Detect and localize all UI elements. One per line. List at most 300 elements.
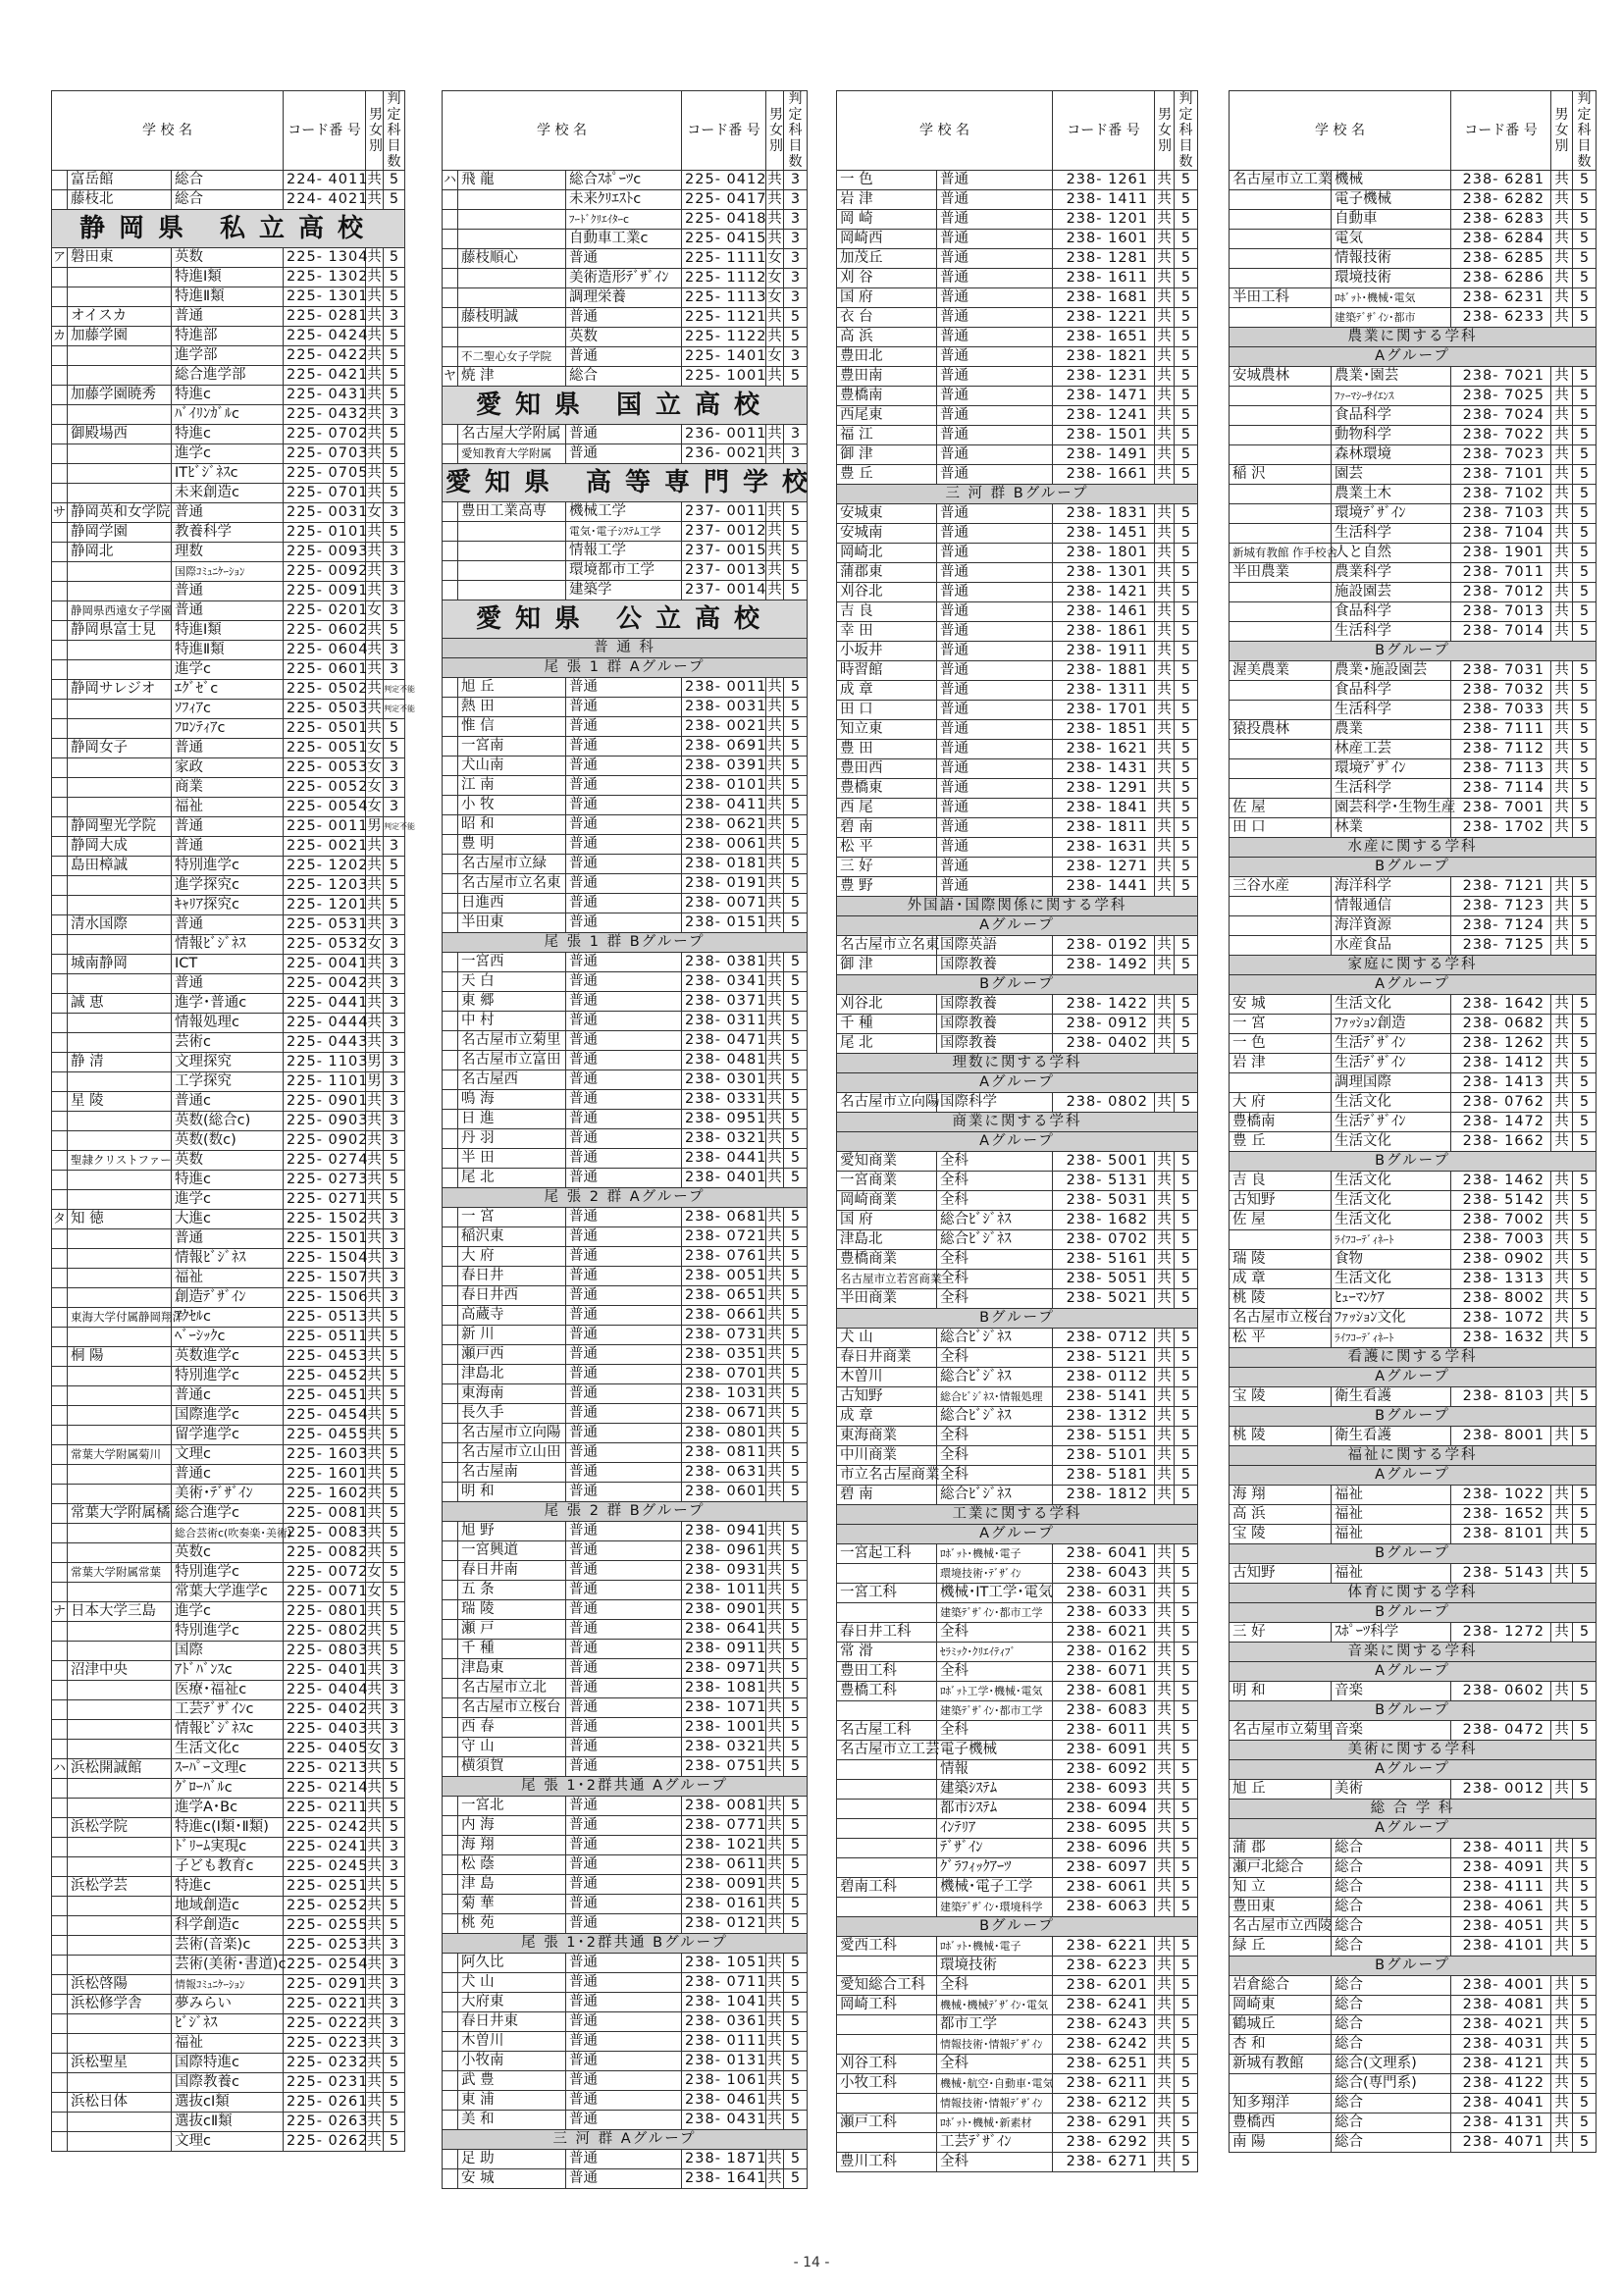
sex-type: 共: [766, 992, 784, 1012]
kana-index: [443, 210, 458, 230]
course-name: 英数: [172, 1151, 284, 1171]
sex-type: 共: [1551, 1113, 1573, 1132]
subject-count: 5: [784, 1973, 808, 1993]
group-heading-text: 尾 張 1･2群共通 Bグループ: [443, 1934, 808, 1954]
kana-index: [52, 1877, 68, 1897]
kana-index: [52, 268, 68, 287]
school-name: [1230, 1230, 1332, 1250]
kana-index: [52, 1995, 68, 2014]
school-name: [68, 1583, 172, 1602]
subject-count: 5: [784, 815, 808, 835]
course-name: ﾋﾞｼﾞﾈｽ: [172, 2014, 284, 2034]
school-name: [1230, 269, 1332, 288]
subject-count: 5: [1573, 701, 1597, 720]
school-name: 愛知商業: [837, 1152, 937, 1172]
table-row: [837, 779, 1198, 799]
kana-index: [52, 386, 68, 405]
table-row: [443, 776, 808, 796]
subject-count: 5: [1573, 367, 1597, 387]
school-code: 238- 0731: [682, 1326, 766, 1345]
sex-type: 共: [366, 523, 384, 543]
course-name: 園芸: [1332, 465, 1451, 485]
school-name: 高蔵寺: [458, 1306, 566, 1326]
sex-type: 共: [1551, 1427, 1573, 1446]
course-name: 普通: [937, 818, 1053, 838]
table-row: [443, 796, 808, 815]
table-row: [837, 445, 1198, 465]
subject-count: 5: [784, 1659, 808, 1679]
group-heading-text: Bグループ: [1230, 1544, 1597, 1564]
course-name: 調理栄養: [566, 288, 682, 308]
school-code: 238- 7104: [1451, 524, 1551, 544]
school-code: 225- 0021: [284, 837, 366, 857]
course-name: ｾﾗﾐｯｸ･ｸﾘｴｲﾃｨﾌﾞ: [937, 1643, 1053, 1662]
school-code: 238- 1441: [1053, 877, 1155, 897]
course-name: 選抜cⅠ類: [172, 2093, 284, 2113]
table-row: [837, 1250, 1198, 1270]
sex-type: 共: [1551, 799, 1573, 818]
school-code: 238- 5001: [1053, 1152, 1155, 1172]
course-name: 普通: [566, 1895, 682, 1914]
subject-count: 5: [1175, 347, 1198, 367]
school-name: 名古屋市立名東: [458, 874, 566, 894]
school-code: 238- 0681: [682, 1208, 766, 1227]
sex-type: 女: [766, 288, 784, 308]
school-name: 明 和: [1230, 1682, 1332, 1701]
subject-count: 5: [1573, 1564, 1597, 1584]
sex-type: 共: [766, 561, 784, 581]
course-name: 建築ﾃﾞｻﾞｲﾝ･環境科学: [937, 1898, 1053, 1917]
table-row: [1230, 622, 1597, 642]
course-name: 福祉: [1332, 1564, 1451, 1584]
school-code: 238- 0431: [682, 2111, 766, 2130]
school-code: 225- 1301: [284, 287, 366, 307]
school-name: [1230, 583, 1332, 602]
kana-index: [52, 700, 68, 719]
subject-count: 5: [1573, 2094, 1597, 2113]
course-name: ﾃﾞｻﾞｲﾝ: [937, 1839, 1053, 1858]
school-name: [68, 562, 172, 582]
course-name: 普通: [566, 2071, 682, 2091]
sex-type: 共: [366, 287, 384, 307]
course-name: 普通: [566, 1483, 682, 1502]
table-row: [52, 1288, 405, 1308]
kana-index: [52, 778, 68, 798]
sex-type: 共: [766, 874, 784, 894]
school-code: 225- 0501: [284, 719, 366, 739]
school-name: 武 豊: [458, 2071, 566, 2091]
subject-count: 5: [384, 1759, 405, 1779]
sex-type: 共: [766, 1659, 784, 1679]
kana-index: [52, 444, 68, 464]
subject-count: 5: [1573, 230, 1597, 249]
school-code: 238- 1311: [1053, 681, 1155, 701]
subject-count: 5: [784, 561, 808, 581]
subject-count: 5: [1573, 720, 1597, 740]
course-name: 環境技術: [1332, 269, 1451, 288]
group-heading-text: 商業に関する学科: [837, 1113, 1198, 1132]
school-code: 238- 0131: [682, 2052, 766, 2071]
subject-count: 5: [1175, 1348, 1198, 1368]
course-name: 総合: [1332, 1898, 1451, 1917]
school-name: 吉 良: [1230, 1172, 1332, 1191]
sex-type: 共: [766, 2012, 784, 2032]
table-row: [52, 327, 405, 346]
sex-type: 共: [766, 855, 784, 874]
school-name: [68, 1524, 172, 1543]
school-code: 238- 6063: [1053, 1898, 1155, 1917]
subject-count: 5: [1573, 171, 1597, 190]
school-code: 238- 0702: [1053, 1230, 1155, 1250]
school-name: 惟 信: [458, 717, 566, 737]
subject-count: 3: [784, 269, 808, 288]
school-name: 星 陵: [68, 1092, 172, 1112]
kana-index: [52, 405, 68, 425]
sex-type: 共: [1551, 1878, 1573, 1898]
course-name: 全科: [937, 1191, 1053, 1211]
school-code: 238- 5121: [1053, 1348, 1155, 1368]
course-name: 英数: [566, 328, 682, 347]
school-name: 半 田: [458, 1149, 566, 1169]
school-name: [1230, 524, 1332, 544]
school-code: 225- 0262: [284, 2132, 366, 2152]
school-name: 一 色: [837, 171, 937, 190]
table-row: [443, 1620, 808, 1640]
school-code: 225- 0221: [284, 1995, 366, 2014]
sex-type: 共: [1155, 1152, 1175, 1172]
table-row: [52, 1916, 405, 1936]
table-row: [443, 328, 808, 347]
subject-count: 5: [784, 1404, 808, 1424]
kana-index: [52, 955, 68, 974]
subject-count: 5: [1175, 1584, 1198, 1603]
subject-count: 5: [784, 1345, 808, 1365]
table-row: [837, 367, 1198, 387]
table-row: [52, 1053, 405, 1072]
subject-count: 5: [784, 1816, 808, 1836]
school-name: 蒲 郡: [1230, 1839, 1332, 1858]
course-name: 普通: [937, 602, 1053, 622]
school-name: 静岡県富士見: [68, 621, 172, 641]
header-sex: 男女別: [766, 91, 784, 171]
subject-count: 5: [784, 2091, 808, 2111]
subject-count: 5: [784, 1306, 808, 1326]
table-row: [443, 1463, 808, 1483]
subject-count: 5: [1175, 2153, 1198, 2172]
course-name: 電子機械: [1332, 190, 1451, 210]
table-row: [443, 1012, 808, 1031]
course-name: 自動車工業c: [566, 230, 682, 249]
kana-index: [443, 1855, 458, 1875]
course-name: 文理c: [172, 1445, 284, 1465]
table-row: [1230, 465, 1597, 485]
school-name: 高 浜: [837, 328, 937, 347]
school-name: 小 牧: [458, 796, 566, 815]
school-code: 238- 0912: [1053, 1015, 1155, 1034]
subject-count: 5: [1175, 1015, 1198, 1034]
subject-count: 5: [1175, 1996, 1198, 2015]
table-row: [1230, 1172, 1597, 1191]
kana-index: [443, 1797, 458, 1816]
kana-index: [443, 1973, 458, 1993]
kana-index: [443, 190, 458, 210]
sex-type: 共: [1155, 288, 1175, 308]
subject-count: 5: [1175, 779, 1198, 799]
course-name: 特進c(Ⅰ類･Ⅱ類): [172, 1818, 284, 1838]
sex-type: 共: [1155, 387, 1175, 406]
table-row: [52, 739, 405, 758]
sex-type: 共: [366, 2073, 384, 2093]
kana-index: [443, 1070, 458, 1090]
subject-count: 5: [1175, 995, 1198, 1015]
school-name: 御殿場西: [68, 425, 172, 444]
kana-index: [52, 1033, 68, 1053]
table-row: [1230, 583, 1597, 602]
school-name: [837, 1898, 937, 1917]
school-name: 昭 和: [458, 815, 566, 835]
table-row: [837, 1878, 1198, 1898]
sex-type: 共: [366, 1112, 384, 1131]
sex-type: 共: [766, 1561, 784, 1581]
table-row: [52, 1033, 405, 1053]
sex-type: 共: [1155, 445, 1175, 465]
school-code: 225- 0273: [284, 1171, 366, 1190]
sex-type: 共: [1155, 1878, 1175, 1898]
school-code: 238- 0031: [682, 698, 766, 717]
subject-count: 5: [1573, 249, 1597, 269]
table-row: [443, 1149, 808, 1169]
sex-type: 共: [1155, 1172, 1175, 1191]
table-row: [52, 1210, 405, 1229]
school-name: [837, 1564, 937, 1584]
course-name: 生活文化: [1332, 1270, 1451, 1289]
school-code: 238- 1861: [1053, 622, 1155, 642]
school-code: 238- 4011: [1451, 1839, 1551, 1858]
subject-count: 5: [384, 896, 405, 915]
school-code: 225- 0213: [284, 1759, 366, 1779]
course-name: 普通: [937, 347, 1053, 367]
subject-count: 5: [1175, 1289, 1198, 1309]
school-code: 238- 5143: [1451, 1564, 1551, 1584]
kana-index: [52, 1504, 68, 1524]
course-name: 機械工学: [566, 502, 682, 522]
school-code: 225- 0432: [284, 405, 366, 425]
school-name: [68, 1956, 172, 1975]
school-name: [68, 974, 172, 994]
sex-type: 共: [766, 894, 784, 913]
subject-count: 5: [1573, 406, 1597, 426]
course-name: 福祉: [172, 1269, 284, 1288]
sex-type: 男: [366, 817, 384, 837]
school-name: [1230, 701, 1332, 720]
subject-count: 5: [1175, 1191, 1198, 1211]
header-subject-count: 判定科目数: [384, 91, 405, 171]
table-row: [1230, 936, 1597, 956]
table-row: [443, 581, 808, 600]
school-name: [68, 2034, 172, 2054]
school-code: 238- 0701: [682, 1365, 766, 1384]
school-code: 238- 1841: [1053, 799, 1155, 818]
sex-type: 共: [1155, 583, 1175, 602]
school-code: 225- 0405: [284, 1740, 366, 1759]
school-code: 238- 6282: [1451, 190, 1551, 210]
school-name: [68, 1288, 172, 1308]
group-heading-text: Bグループ: [1230, 1701, 1597, 1721]
school-name: [1230, 485, 1332, 504]
school-code: 225- 0252: [284, 1897, 366, 1916]
table-row: [1230, 190, 1597, 210]
school-name: [68, 1681, 172, 1700]
table-row: [1230, 1250, 1597, 1270]
school-code: 225- 0214: [284, 1779, 366, 1799]
table-row: [837, 1643, 1198, 1662]
course-name: 普通: [937, 504, 1053, 524]
subject-count: 5: [1175, 1760, 1198, 1780]
school-code: 238- 0651: [682, 1286, 766, 1306]
school-code: 225- 0444: [284, 1014, 366, 1033]
school-code: 225- 0503: [284, 700, 366, 719]
sex-type: 女: [366, 601, 384, 621]
course-name: 普通: [937, 171, 1053, 190]
school-code: 238- 0181: [682, 855, 766, 874]
table-row: [837, 956, 1198, 975]
course-name: 普通: [566, 972, 682, 992]
subject-count: 5: [1175, 740, 1198, 759]
kana-index: [443, 1306, 458, 1326]
school-code: 225- 0417: [682, 190, 766, 210]
course-name: 全科: [937, 1662, 1053, 1682]
school-name: [458, 328, 566, 347]
school-name: 豊橋西: [1230, 2113, 1332, 2133]
table-row: [1230, 1093, 1597, 1113]
sex-type: 共: [1155, 2094, 1175, 2113]
kana-index: ナ: [52, 1602, 68, 1622]
school-code: 238- 4071: [1451, 2133, 1551, 2153]
course-name: 普通: [566, 992, 682, 1012]
kana-index: [52, 1779, 68, 1799]
table-row: [837, 701, 1198, 720]
school-name: [458, 542, 566, 561]
subject-count: 5: [384, 444, 405, 464]
table-row: [837, 1348, 1198, 1368]
subject-count: 5: [1573, 2113, 1597, 2133]
sex-type: 共: [366, 1759, 384, 1779]
kana-index: [443, 1365, 458, 1384]
sex-type: 共: [1155, 1446, 1175, 1466]
subject-count: 5: [1573, 1270, 1597, 1289]
school-name: [1230, 504, 1332, 524]
table-row: [837, 936, 1198, 956]
subject-count: 5: [784, 1914, 808, 1934]
subject-count: 5: [384, 719, 405, 739]
subject-count: 5: [384, 386, 405, 405]
subject-count: 5: [384, 484, 405, 503]
table-row: [443, 1679, 808, 1698]
sex-type: 共: [766, 1051, 784, 1070]
subject-count: 3: [384, 1210, 405, 1229]
subject-count: 5: [1175, 328, 1198, 347]
group-heading-text: Bグループ: [1230, 1407, 1597, 1427]
kana-index: [52, 1112, 68, 1131]
sex-type: 共: [1551, 1309, 1573, 1329]
course-name: 科学創造c: [172, 1916, 284, 1936]
table-row: [1230, 2113, 1597, 2133]
school-name: 静岡県西遠女子学園: [68, 601, 172, 621]
school-name: 国 府: [837, 288, 937, 308]
school-name: 豊橋東: [837, 779, 937, 799]
course-name: 生活科学: [1332, 701, 1451, 720]
kana-index: [443, 953, 458, 972]
table-row: [443, 1993, 808, 2012]
course-name: 人と自然: [1332, 544, 1451, 563]
subject-count: 5: [784, 678, 808, 698]
sex-type: 共: [366, 2054, 384, 2073]
school-name: 津島東: [458, 1659, 566, 1679]
table-row: [52, 641, 405, 660]
table-row: [52, 1877, 405, 1897]
table-row: [443, 210, 808, 230]
group-heading: [443, 2130, 808, 2150]
school-name: 千 種: [837, 1015, 937, 1034]
school-code: 238- 1221: [1053, 308, 1155, 328]
school-code: 238- 1301: [1053, 563, 1155, 583]
school-code: 224- 4011: [284, 171, 366, 190]
sex-type: 共: [366, 307, 384, 327]
school-code: 225- 0701: [284, 484, 366, 503]
sex-type: 女: [366, 758, 384, 778]
subject-count: 5: [784, 1757, 808, 1777]
table-row: [837, 1976, 1198, 1996]
school-code: 238- 7114: [1451, 779, 1551, 799]
course-name: 国際教養c: [172, 2073, 284, 2093]
header-school-name: 学 校 名: [837, 91, 1053, 171]
school-code: 225- 0274: [284, 1151, 366, 1171]
school-code: 238- 0611: [682, 1855, 766, 1875]
school-code: 238- 4131: [1451, 2113, 1551, 2133]
kana-index: [443, 1463, 458, 1483]
table-row: [1230, 210, 1597, 230]
group-heading: [1230, 1603, 1597, 1623]
subject-count: 判定不能: [384, 700, 405, 719]
table-row: [443, 1973, 808, 1993]
group-heading: [1230, 1152, 1597, 1172]
course-name: 英数(総合c): [172, 1112, 284, 1131]
course-name: 特進c: [172, 386, 284, 405]
table-row: [52, 994, 405, 1014]
sex-type: 共: [766, 1286, 784, 1306]
subject-count: 5: [1175, 2133, 1198, 2153]
school-name: [68, 1857, 172, 1877]
school-code: 225- 0245: [284, 1857, 366, 1877]
sex-type: 共: [366, 1131, 384, 1151]
school-name: [68, 1229, 172, 1249]
sex-type: 共: [1551, 387, 1573, 406]
school-name: 瀬戸北総合: [1230, 1858, 1332, 1878]
school-name: 岩倉総合: [1230, 1976, 1332, 1996]
table-row: [837, 1564, 1198, 1584]
table-row: [443, 425, 808, 444]
sex-type: 共: [766, 1365, 784, 1384]
course-name: 家政: [172, 758, 284, 778]
school-code: 238- 0641: [682, 1620, 766, 1640]
course-name: 福祉: [1332, 1525, 1451, 1544]
subject-count: 5: [1573, 269, 1597, 288]
school-name: 豊田東: [1230, 1898, 1332, 1917]
table-row: [443, 972, 808, 992]
school-name: [68, 484, 172, 503]
kana-index: [443, 1384, 458, 1404]
sex-type: 共: [366, 1897, 384, 1916]
